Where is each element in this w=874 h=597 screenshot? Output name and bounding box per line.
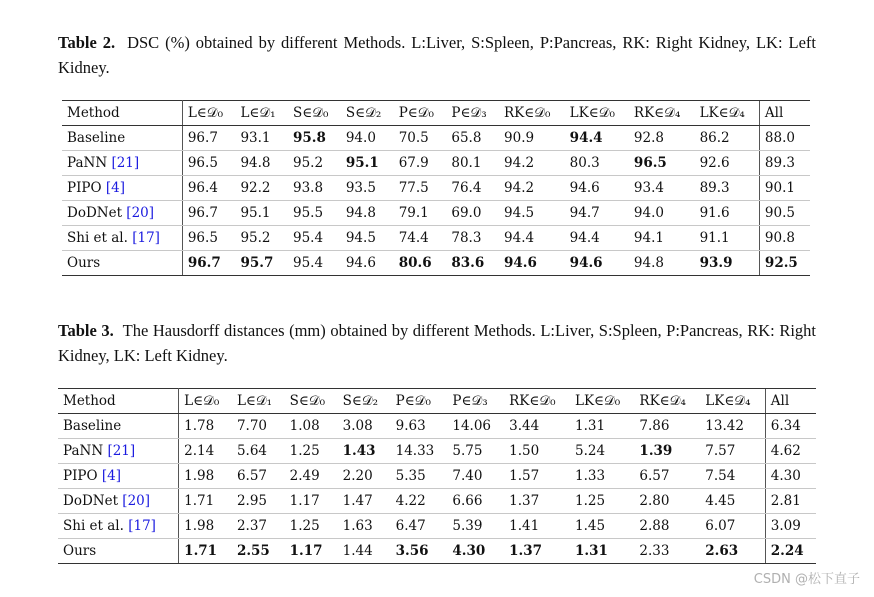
- all-value-cell: 90.8: [759, 226, 810, 251]
- value-cell: 80.3: [565, 151, 629, 176]
- citation-link[interactable]: [21]: [111, 155, 140, 171]
- value-cell: 1.98: [179, 514, 232, 539]
- value-cell: 3.56: [391, 539, 448, 564]
- table2-caption: [58, 30, 816, 80]
- header-cell: P∈𝒟₀: [394, 101, 447, 126]
- value-cell: 78.3: [446, 226, 499, 251]
- method-cell: [62, 151, 182, 176]
- header-method: Method: [58, 389, 179, 414]
- value-cell: 1.39: [634, 439, 700, 464]
- value-cell: 90.9: [499, 126, 565, 151]
- value-cell: 6.07: [700, 514, 765, 539]
- value-cell: 94.0: [629, 201, 695, 226]
- citation-link[interactable]: [4]: [105, 180, 125, 196]
- method-name: PaNN: [63, 443, 108, 459]
- value-cell: 94.0: [341, 126, 394, 151]
- value-cell: 96.5: [629, 151, 695, 176]
- value-cell: 94.6: [565, 251, 629, 276]
- value-cell: 67.9: [394, 151, 447, 176]
- value-cell: 1.08: [285, 414, 338, 439]
- method-name: Ours: [63, 543, 97, 559]
- value-cell: 4.22: [391, 489, 448, 514]
- value-cell: 4.30: [447, 539, 504, 564]
- header-cell: LK∈𝒟₀: [565, 101, 629, 126]
- value-cell: 2.49: [285, 464, 338, 489]
- all-value-cell: 89.3: [759, 151, 810, 176]
- value-cell: 80.6: [394, 251, 447, 276]
- value-cell: 6.57: [634, 464, 700, 489]
- value-cell: 77.5: [394, 176, 447, 201]
- value-cell: 1.37: [504, 489, 570, 514]
- value-cell: 1.63: [338, 514, 391, 539]
- table2-dsc: [62, 100, 810, 276]
- value-cell: 1.31: [570, 539, 634, 564]
- header-cell: LK∈𝒟₄: [695, 101, 760, 126]
- value-cell: 94.2: [499, 176, 565, 201]
- table-row: [62, 251, 810, 276]
- value-cell: 1.25: [570, 489, 634, 514]
- header-cell: RK∈𝒟₄: [629, 101, 695, 126]
- header-cell: L∈𝒟₀: [182, 101, 235, 126]
- method-cell: [62, 226, 182, 251]
- value-cell: 5.24: [570, 439, 634, 464]
- value-cell: 1.44: [338, 539, 391, 564]
- value-cell: 95.1: [341, 151, 394, 176]
- all-value-cell: 4.30: [765, 464, 816, 489]
- value-cell: 14.33: [391, 439, 448, 464]
- value-cell: 4.45: [700, 489, 765, 514]
- method-cell: [58, 439, 179, 464]
- table2-label: Table 2.: [58, 33, 116, 52]
- value-cell: 80.1: [446, 151, 499, 176]
- value-cell: 94.6: [499, 251, 565, 276]
- value-cell: 2.37: [232, 514, 285, 539]
- value-cell: 1.71: [179, 489, 232, 514]
- value-cell: 95.4: [288, 251, 341, 276]
- all-value-cell: 3.09: [765, 514, 816, 539]
- value-cell: 1.43: [338, 439, 391, 464]
- value-cell: 96.4: [182, 176, 235, 201]
- value-cell: 1.17: [285, 539, 338, 564]
- value-cell: 95.7: [235, 251, 288, 276]
- value-cell: 7.57: [700, 439, 765, 464]
- method-name: Shi et al.: [63, 518, 129, 534]
- value-cell: 91.1: [695, 226, 760, 251]
- header-cell: S∈𝒟₀: [288, 101, 341, 126]
- citation-link[interactable]: [20]: [122, 493, 151, 509]
- value-cell: 92.8: [629, 126, 695, 151]
- header-row: [58, 389, 816, 414]
- value-cell: 2.14: [179, 439, 232, 464]
- citation-link[interactable]: [17]: [132, 230, 160, 246]
- header-all: All: [759, 101, 810, 126]
- value-cell: 9.63: [391, 414, 448, 439]
- all-value-cell: 6.34: [765, 414, 816, 439]
- table2-caption-text: DSC (%) obtained by different Methods. L:Liver, S:Spleen, P:Pancreas, RK: Right Kidney, LK: Left Kidney.: [58, 33, 816, 77]
- value-cell: 83.6: [446, 251, 499, 276]
- table-row: [58, 514, 816, 539]
- value-cell: 1.98: [179, 464, 232, 489]
- table-row: [62, 226, 810, 251]
- header-cell: L∈𝒟₁: [235, 101, 288, 126]
- header-cell: RK∈𝒟₄: [634, 389, 700, 414]
- method-name: DoDNet: [67, 205, 127, 221]
- value-cell: 1.41: [504, 514, 570, 539]
- table-row: [58, 414, 816, 439]
- value-cell: 7.86: [634, 414, 700, 439]
- header-cell: RK∈𝒟₀: [499, 101, 565, 126]
- value-cell: 1.33: [570, 464, 634, 489]
- value-cell: 94.4: [565, 126, 629, 151]
- value-cell: 94.4: [499, 226, 565, 251]
- header-method: Method: [62, 101, 182, 126]
- all-value-cell: 88.0: [759, 126, 810, 151]
- method-cell: [62, 251, 182, 276]
- citation-link[interactable]: [21]: [107, 443, 136, 459]
- value-cell: 93.1: [235, 126, 288, 151]
- value-cell: 13.42: [700, 414, 765, 439]
- value-cell: 89.3: [695, 176, 760, 201]
- header-cell: L∈𝒟₁: [232, 389, 285, 414]
- value-cell: 92.2: [235, 176, 288, 201]
- value-cell: 1.37: [504, 539, 570, 564]
- value-cell: 1.50: [504, 439, 570, 464]
- value-cell: 95.5: [288, 201, 341, 226]
- header-all: All: [765, 389, 816, 414]
- value-cell: 2.63: [700, 539, 765, 564]
- value-cell: 5.75: [447, 439, 504, 464]
- value-cell: 94.2: [499, 151, 565, 176]
- table-row: [58, 489, 816, 514]
- value-cell: 94.5: [499, 201, 565, 226]
- citation-link[interactable]: [4]: [101, 468, 121, 484]
- header-cell: LK∈𝒟₀: [570, 389, 634, 414]
- method-name: PIPO: [63, 468, 102, 484]
- table-row: [58, 464, 816, 489]
- method-name: Baseline: [63, 418, 122, 434]
- value-cell: 5.39: [447, 514, 504, 539]
- table3-caption-text: The Hausdorff distances (mm) obtained by different Methods. L:Liver, S:Spleen, P:Pancreas, RK: Right Kidney, LK: Left Kidney.: [58, 321, 816, 365]
- method-name: PIPO: [67, 180, 106, 196]
- method-name: DoDNet: [63, 493, 123, 509]
- value-cell: 76.4: [446, 176, 499, 201]
- table-row: [62, 176, 810, 201]
- value-cell: 96.7: [182, 251, 235, 276]
- value-cell: 94.7: [565, 201, 629, 226]
- value-cell: 96.5: [182, 226, 235, 251]
- value-cell: 1.25: [285, 439, 338, 464]
- table-row: [62, 126, 810, 151]
- value-cell: 94.8: [629, 251, 695, 276]
- value-cell: 1.17: [285, 489, 338, 514]
- value-cell: 5.35: [391, 464, 448, 489]
- value-cell: 65.8: [446, 126, 499, 151]
- value-cell: 6.66: [447, 489, 504, 514]
- value-cell: 95.1: [235, 201, 288, 226]
- value-cell: 1.31: [570, 414, 634, 439]
- header-cell: S∈𝒟₂: [341, 101, 394, 126]
- value-cell: 94.1: [629, 226, 695, 251]
- method-name: Ours: [67, 255, 101, 271]
- value-cell: 1.78: [179, 414, 232, 439]
- value-cell: 94.4: [565, 226, 629, 251]
- value-cell: 94.8: [341, 201, 394, 226]
- value-cell: 3.08: [338, 414, 391, 439]
- value-cell: 7.70: [232, 414, 285, 439]
- table-row: [62, 201, 810, 226]
- header-cell: P∈𝒟₃: [446, 101, 499, 126]
- value-cell: 2.95: [232, 489, 285, 514]
- value-cell: 2.88: [634, 514, 700, 539]
- method-cell: [58, 414, 179, 439]
- value-cell: 93.8: [288, 176, 341, 201]
- citation-link[interactable]: [17]: [128, 518, 156, 534]
- value-cell: 1.57: [504, 464, 570, 489]
- value-cell: 79.1: [394, 201, 447, 226]
- all-value-cell: 90.5: [759, 201, 810, 226]
- value-cell: 96.5: [182, 151, 235, 176]
- all-value-cell: 2.24: [765, 539, 816, 564]
- value-cell: 95.2: [235, 226, 288, 251]
- method-cell: [58, 464, 179, 489]
- table-row: [58, 539, 816, 564]
- value-cell: 69.0: [446, 201, 499, 226]
- value-cell: 70.5: [394, 126, 447, 151]
- method-name: PaNN: [67, 155, 112, 171]
- header-cell: P∈𝒟₃: [447, 389, 504, 414]
- csdn-watermark: CSDN @松下直子: [753, 572, 860, 587]
- value-cell: 94.8: [235, 151, 288, 176]
- value-cell: 95.4: [288, 226, 341, 251]
- value-cell: 91.6: [695, 201, 760, 226]
- value-cell: 6.57: [232, 464, 285, 489]
- value-cell: 1.25: [285, 514, 338, 539]
- header-cell: LK∈𝒟₄: [700, 389, 765, 414]
- header-row: [62, 101, 810, 126]
- value-cell: 1.47: [338, 489, 391, 514]
- value-cell: 93.9: [695, 251, 760, 276]
- value-cell: 1.45: [570, 514, 634, 539]
- value-cell: 2.55: [232, 539, 285, 564]
- value-cell: 3.44: [504, 414, 570, 439]
- method-name: Shi et al.: [67, 230, 133, 246]
- method-cell: [62, 201, 182, 226]
- value-cell: 2.33: [634, 539, 700, 564]
- method-name: Baseline: [67, 130, 126, 146]
- table3-caption: [58, 318, 816, 368]
- header-cell: S∈𝒟₂: [338, 389, 391, 414]
- value-cell: 86.2: [695, 126, 760, 151]
- value-cell: 5.64: [232, 439, 285, 464]
- value-cell: 94.6: [565, 176, 629, 201]
- value-cell: 93.4: [629, 176, 695, 201]
- table3-hausdorff: [58, 388, 816, 564]
- value-cell: 93.5: [341, 176, 394, 201]
- header-cell: S∈𝒟₀: [285, 389, 338, 414]
- value-cell: 2.20: [338, 464, 391, 489]
- value-cell: 94.5: [341, 226, 394, 251]
- value-cell: 95.2: [288, 151, 341, 176]
- table-row: [62, 151, 810, 176]
- all-value-cell: 92.5: [759, 251, 810, 276]
- header-cell: L∈𝒟₀: [179, 389, 232, 414]
- value-cell: 6.47: [391, 514, 448, 539]
- all-value-cell: 90.1: [759, 176, 810, 201]
- value-cell: 7.40: [447, 464, 504, 489]
- method-cell: [62, 126, 182, 151]
- value-cell: 2.80: [634, 489, 700, 514]
- header-cell: P∈𝒟₀: [391, 389, 448, 414]
- header-cell: RK∈𝒟₀: [504, 389, 570, 414]
- method-cell: [58, 489, 179, 514]
- method-cell: [62, 176, 182, 201]
- table-row: [58, 439, 816, 464]
- value-cell: 74.4: [394, 226, 447, 251]
- value-cell: 96.7: [182, 201, 235, 226]
- value-cell: 14.06: [447, 414, 504, 439]
- value-cell: 7.54: [700, 464, 765, 489]
- all-value-cell: 2.81: [765, 489, 816, 514]
- table3-label: Table 3.: [58, 321, 114, 340]
- all-value-cell: 4.62: [765, 439, 816, 464]
- value-cell: 1.71: [179, 539, 232, 564]
- value-cell: 95.8: [288, 126, 341, 151]
- value-cell: 94.6: [341, 251, 394, 276]
- method-cell: [58, 539, 179, 564]
- citation-link[interactable]: [20]: [126, 205, 155, 221]
- value-cell: 92.6: [695, 151, 760, 176]
- value-cell: 96.7: [182, 126, 235, 151]
- method-cell: [58, 514, 179, 539]
